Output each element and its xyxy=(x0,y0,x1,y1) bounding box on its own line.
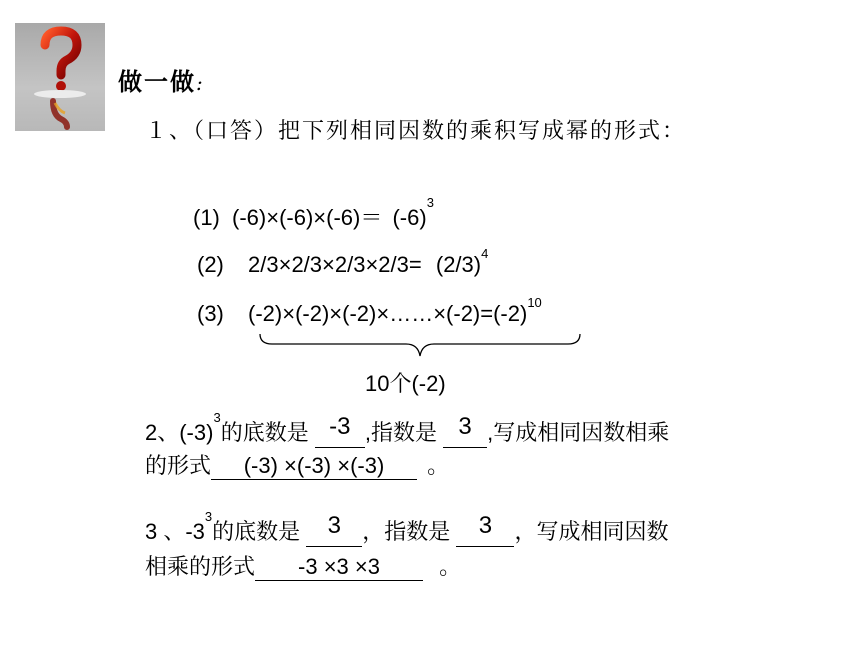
q1-item-1-label: (1) xyxy=(193,205,220,230)
q3-exp-answer: 3 xyxy=(456,518,514,547)
q1-item-1-answer: (-6) xyxy=(392,205,427,230)
q2-prefix: 2、(-3) xyxy=(145,420,214,445)
q2-base-text: 的底数是 xyxy=(220,420,309,445)
underbrace xyxy=(258,330,583,360)
q3-exp-text: ，指数是 xyxy=(362,519,451,544)
heading-colon: : xyxy=(196,71,205,95)
q1-item-2-label: (2) xyxy=(197,252,224,277)
q1-item-3-expr: (-2)×(-2)×(-2)×……×(-2)=(-2) xyxy=(248,301,528,326)
q1-item-1-expr: (-6)×(-6)×(-6)＝ xyxy=(232,205,383,230)
q3-tail: ，写成相同因数 xyxy=(514,519,669,544)
q2-base-answer: -3 xyxy=(315,419,365,448)
q2-form-answer: (-3) ×(-3) ×(-3) xyxy=(211,453,417,480)
q1-item-3 xyxy=(197,295,542,327)
question-2-line-1 xyxy=(145,410,670,448)
q1-item-3-label: (3) xyxy=(197,301,224,326)
q1-item-2-answer: (2/3) xyxy=(435,252,482,277)
q2-exponent: 3 xyxy=(213,410,221,425)
q2-exp-answer: 3 xyxy=(443,419,487,448)
q1-item-2-expr: 2/3×2/3×2/3×2/3= xyxy=(248,252,422,277)
q1-item-2-exponent: 4 xyxy=(481,246,489,261)
q1-item-1 xyxy=(193,195,434,232)
q2-tail: ,写成相同因数相乘 xyxy=(487,420,670,445)
q2-exp-text: ,指数是 xyxy=(364,420,437,445)
question-3-line-2 xyxy=(145,550,461,581)
q3-base-text: 的底数是 xyxy=(212,519,301,544)
underbrace-label: 10个(-2) xyxy=(365,371,446,396)
q3-base-answer: 3 xyxy=(306,518,362,547)
q1-item-1-exponent: 3 xyxy=(426,195,434,210)
question-1-prompt: １、（口答）把下列相同因数的乘积写成幂的形式： xyxy=(145,119,687,144)
q3-line2-prefix: 相乘的形式 xyxy=(145,554,256,579)
q1-item-2 xyxy=(197,246,489,278)
q2-end: 。 xyxy=(427,453,450,478)
question-mark-image xyxy=(15,23,105,131)
section-heading xyxy=(118,62,205,97)
q2-line2-prefix: 的形式 xyxy=(145,453,212,478)
q3-prefix: 3 、-3 xyxy=(145,519,205,544)
question-3-line-1 xyxy=(145,509,669,547)
q3-form-answer: -3 ×3 ×3 xyxy=(255,554,423,581)
q3-end: 。 xyxy=(439,554,462,579)
question-2-line-2 xyxy=(145,449,449,480)
q1-item-3-exponent: 10 xyxy=(527,295,542,310)
q3-exponent: 3 xyxy=(204,509,213,524)
heading-text: 做一做 xyxy=(118,67,196,96)
